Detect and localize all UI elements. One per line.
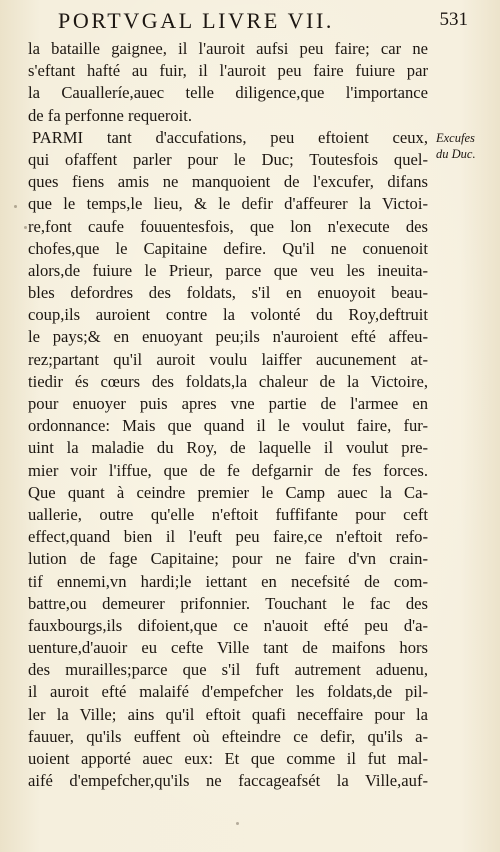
text-line: coup,ils auroient contre la volonté du Roy,deftruit xyxy=(28,305,428,325)
text-line: uallerie, outre qu'elle n'eftoit fuffifante pour ceft xyxy=(28,504,428,524)
text-line: re,font caufe fouuentesfois, que lon n'execute des xyxy=(28,216,428,236)
text-line: de fa perfonne requeroit. xyxy=(28,105,193,125)
text-line: tif ennemi,vn hardi;le iettant en necefsité de com- xyxy=(28,571,428,591)
ink-speck xyxy=(14,205,17,208)
text-line: rez;partant qu'il auroit voulu laiffer aucunement at- xyxy=(28,349,428,369)
text-line: ques fiens amis ne manquoient de l'excufer, difans xyxy=(28,172,428,192)
marginal-note xyxy=(436,130,498,162)
ink-speck xyxy=(236,822,239,825)
text-line: chofes,que le Capitaine defire. Qu'il ne conuenoit xyxy=(28,238,428,258)
running-title: PORTVGAL LIVRE VII. xyxy=(58,8,335,33)
text-line: uint la maladie du Roy, de laquelle il voulut pre- xyxy=(28,438,428,458)
paragraph-start-line: PARMI tant d'accufations, peu eftoient ceux, xyxy=(32,127,428,147)
text-line: la bataille gaignee, il l'auroit aufsi peu faire; car ne xyxy=(28,39,428,58)
text-line: fauxbourgs,ils difoient,que ce n'auoit efté peu d'a- xyxy=(28,615,428,635)
text-line: ordonnance: Mais que quand il le voulut faire, fur- xyxy=(28,416,428,436)
text-line: que le temps,le lieu, & le defir d'affeurer la Victoi- xyxy=(28,194,428,214)
text-line: mier voir l'iffue, que de fe defgarnir de fes forces. xyxy=(28,460,428,480)
text-line: fauuer, qu'ils euffent où efteindre ce defir, qu'ils a- xyxy=(28,726,428,746)
text-line: bles defordres des foldats, s'il en enuoyoit beau- xyxy=(28,283,428,303)
text-line: des murailles;parce que s'il fuft autrement aduenu, xyxy=(28,660,428,680)
text-line: pour enuoyer puis apres vne partie de l'armee en xyxy=(28,394,428,413)
text-line: alors,de fuiure le Prieur, parce que veu les ineuita- xyxy=(28,260,428,280)
text-line: la Caualleríe,auec telle diligence,que l'importance xyxy=(28,83,428,103)
marginal-note-line: du Duc. xyxy=(436,147,476,161)
text-line: ler la Ville; ains qu'il eftoit quafi neceffaire pour la xyxy=(28,704,428,724)
text-line: effect,quand bien il l'euft peu faire,ce n'eftoit refo- xyxy=(28,527,428,547)
text-line: uenture,d'auoir eu cefte Ville tant de maifons hors xyxy=(28,638,428,658)
marginal-note-line: Excufes xyxy=(436,131,475,145)
text-line: battre,ou demeurer prifonnier. Touchant le fac des xyxy=(28,593,428,613)
text-line: uoient apporté auec eux: Et que comme il fut mal- xyxy=(28,749,428,768)
ink-speck xyxy=(24,226,27,229)
text-line: Que quant à ceindre premier le Camp auec la Ca- xyxy=(28,482,428,502)
text-line: tiedir és cœurs des foldats,la chaleur de la Victoire, xyxy=(28,371,428,391)
text-line: aifé d'empefcher,qu'ils ne faccageafsét la Ville,auf- xyxy=(28,771,428,791)
text-line: il auroit efté malaifé d'empefcher les foldats,de pil- xyxy=(28,682,428,702)
body-text xyxy=(28,38,428,792)
text-line: s'eftant hafté au fuir, il l'auroit peu faire fuiure par xyxy=(28,61,428,81)
running-head xyxy=(58,8,468,34)
text-line: lution de fage Capitaine; pour ne faire d'vn crain- xyxy=(28,549,428,569)
text-line: le pays;& en enuoyant peu;ils n'auroient efté affeu- xyxy=(28,327,428,347)
text-line: qui ofaffent parler pour le Duc; Toutesfois quel- xyxy=(28,149,428,169)
page-number: 531 xyxy=(439,9,468,30)
